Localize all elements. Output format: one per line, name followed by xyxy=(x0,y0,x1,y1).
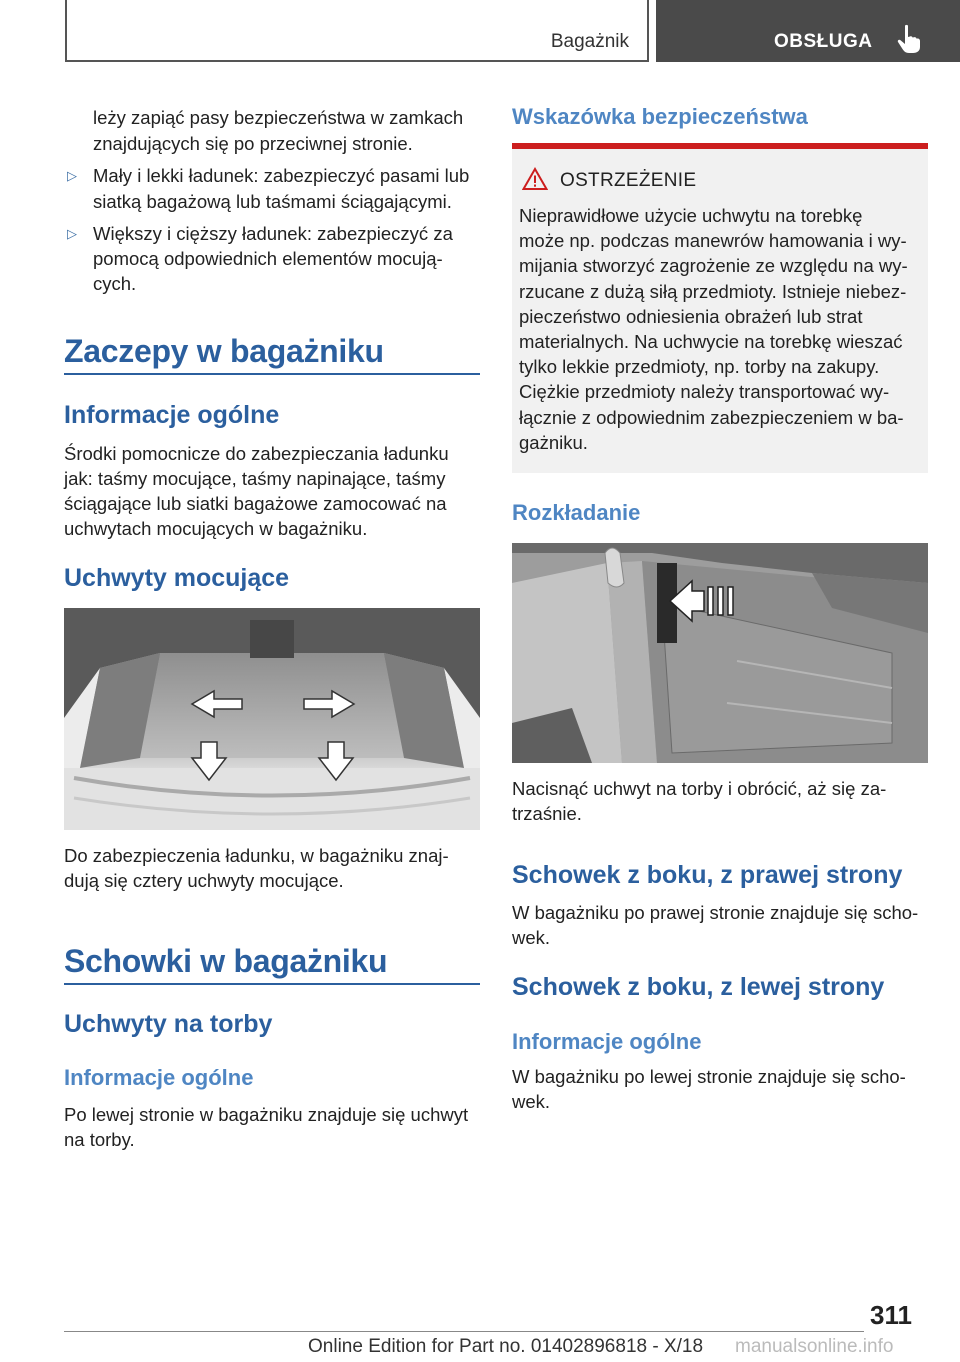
bullet-marker-icon: ▷ xyxy=(67,226,77,241)
bag-hook-illustration xyxy=(512,543,928,763)
heading-info-general: Informacje ogólne xyxy=(64,401,280,429)
warning-line: mijania stworzyć zagrożenie ze względu na wy‐ xyxy=(519,255,908,277)
header-section-title: Bagażnik xyxy=(550,31,629,52)
info-line: ściągające lub siatki bagażowe zamocować na xyxy=(64,493,447,514)
warning-line: może np. podczas manewrów hamowania i wy‐ xyxy=(519,230,907,252)
hand-pointer-icon xyxy=(896,24,922,54)
trunk-tie-downs-image xyxy=(64,608,480,830)
warning-line: Ciężkie przedmioty należy transportować wy‐ xyxy=(519,381,890,403)
bullet-item-line: Większy i cięższy ładunek: zabezpieczyć za xyxy=(93,223,453,244)
prawa-line: wek. xyxy=(512,927,551,948)
bullet-marker-icon: ▷ xyxy=(67,168,77,183)
warning-text xyxy=(519,203,919,455)
subheading-info-general: Informacje ogólne xyxy=(64,1065,254,1090)
trunk-illustration xyxy=(64,608,480,830)
info-line: Środki pomocnicze do zabezpieczania ładunku xyxy=(64,443,449,464)
warning-line: rzucane z dużą siłą przedmioty. Istnieje niebez‐ xyxy=(519,280,907,302)
prawa-line: W bagażniku po prawej stronie znajduje się scho‐ xyxy=(512,902,919,923)
rozkladanie-line: trzaśnie. xyxy=(512,803,582,824)
heading-rozkladanie: Rozkładanie xyxy=(512,500,641,525)
heading-schowek-lewa: Schowek z boku, z lewej strony xyxy=(512,973,885,1001)
page-number: 311 xyxy=(870,1300,912,1330)
torby-line: na torby. xyxy=(64,1129,135,1150)
bullet-item-line: Mały i lekki ładunek: zabezpieczyć pasami lub xyxy=(93,165,470,186)
header-chapter-tab xyxy=(656,0,960,62)
image-caption-line: Do zabezpieczenia ładunku, w bagażniku znaj‐ xyxy=(64,845,449,866)
lewa-line: wek. xyxy=(512,1091,551,1112)
warning-line: łącznie z odpowiednim zabezpieczeniem w ba‐ xyxy=(519,406,904,428)
heading-schowek-prawa: Schowek z boku, z prawej strony xyxy=(512,861,903,889)
info-line: jak: taśmy mocujące, taśmy napinające, taśmy xyxy=(64,468,446,489)
intro-line: znajdujących się po przeciwnej stronie. xyxy=(93,133,413,154)
warning-line: tylko lekkie przedmioty, np. torby na zakupy. xyxy=(519,356,880,378)
warning-title: OSTRZEŻENIE xyxy=(560,170,697,191)
subheading-info-general: Informacje ogólne xyxy=(512,1029,702,1054)
warning-line: gażniku. xyxy=(519,431,588,453)
heading-zaczepy: Zaczepy w bagażniku xyxy=(64,333,384,369)
heading-uchwyty-mocujace: Uchwyty mocujące xyxy=(64,564,290,592)
footer-rule xyxy=(64,1331,864,1332)
heading-uchwyty-torby: Uchwyty na torby xyxy=(64,1010,273,1038)
footer-edition: Online Edition for Part no. 01402896818 - X/18 xyxy=(308,1336,704,1357)
bullet-item-line: siatką bagażową lub taśmami ściągającymi. xyxy=(93,191,452,212)
header-chapter-label: OBSŁUGA xyxy=(774,31,873,52)
intro-line: leży zapiąć pasy bezpieczeństwa w zamkach xyxy=(93,107,464,128)
footer-watermark: manualsonline.info xyxy=(735,1336,894,1357)
heading-schowki: Schowki w bagażniku xyxy=(64,943,388,979)
info-line: uchwytach mocujących w bagażniku. xyxy=(64,518,368,539)
lewa-line: W bagażniku po lewej stronie znajduje się scho‐ xyxy=(512,1066,906,1087)
torby-line: Po lewej stronie w bagażniku znajduje się uchwyt xyxy=(64,1104,469,1125)
rozkladanie-line: Nacisnąć uchwyt na torby i obrócić, aż się za‐ xyxy=(512,778,887,799)
bullet-item-line: cych. xyxy=(93,273,137,294)
warning-triangle-icon xyxy=(522,167,548,191)
heading-safety-note: Wskazówka bezpieczeństwa xyxy=(512,104,808,129)
bag-hook-image xyxy=(512,543,928,763)
heading-rule xyxy=(64,373,480,375)
warning-line: pieczeństwo odniesienia obrażeń lub strat xyxy=(519,305,863,327)
warning-line: materialnych. Na uchwycie na torebkę wieszać xyxy=(519,331,903,353)
warning-line: Nieprawidłowe użycie uchwytu na torebkę xyxy=(519,205,863,226)
heading-rule xyxy=(64,983,480,985)
header-section-box xyxy=(65,0,649,62)
warning-box xyxy=(512,149,928,473)
bullet-item-line: pomocą odpowiednich elementów mocują‐ xyxy=(93,248,443,269)
image-caption-line: dują się cztery uchwyty mocujące. xyxy=(64,870,344,891)
